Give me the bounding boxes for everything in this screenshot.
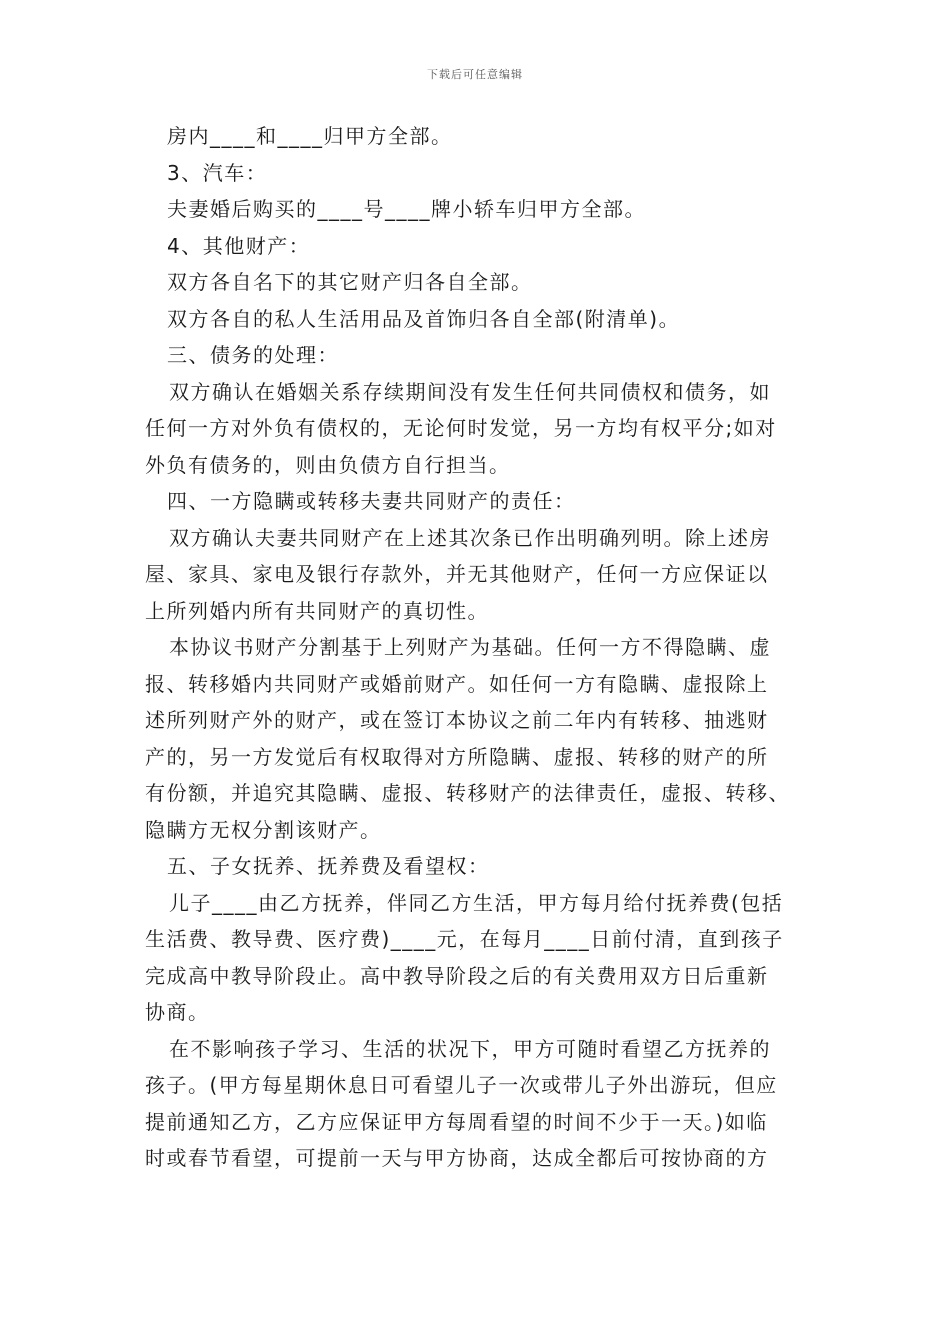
paragraph-line: 夫妻婚后购买的____号____牌小轿车归甲方全部。 bbox=[167, 197, 646, 221]
paragraph-line: 房内____和____归甲方全部。 bbox=[167, 124, 453, 148]
paragraph-line: 述所列财产外的财产，或在签订本协议之前二年内有转移、抽逃财 bbox=[145, 708, 769, 732]
paragraph-line: 隐瞒方无权分割该财产。 bbox=[145, 817, 382, 842]
paragraph-line: 提前通知乙方，乙方应保证甲方每周看望的时间不少于一天。)如临 bbox=[145, 1109, 768, 1134]
paragraph-line: 上所列婚内所有共同财产的真切性。 bbox=[145, 598, 489, 623]
section-heading: 四、一方隐瞒或转移夫妻共同财产的责任： bbox=[167, 489, 576, 513]
paragraph-line: 双方各自名下的其它财产归各自全部。 bbox=[167, 270, 533, 294]
page-header: 下载后可任意编辑 bbox=[427, 68, 523, 81]
paragraph-line: 屋、家具、家电及银行存款外，并无其他财产，任何一方应保证以 bbox=[145, 562, 769, 586]
paragraph-line: 3、汽车： bbox=[167, 160, 268, 185]
section-heading: 三、债务的处理： bbox=[167, 343, 339, 367]
paragraph-line: 孩子。(甲方每星期休息日可看望儿子一次或带儿子外出游玩，但应 bbox=[145, 1073, 778, 1097]
paragraph-line: 双方各自的私人生活用品及首饰归各自全部(附清单)。 bbox=[167, 306, 681, 331]
paragraph-line: 外负有债务的，则由负债方自行担当。 bbox=[145, 452, 511, 477]
paragraph-line: 完成高中教导阶段止。高中教导阶段之后的有关费用双方日后重新 bbox=[145, 963, 769, 988]
paragraph-line: 本协议书财产分割基于上列财产为基础。任何一方不得隐瞒、虚 bbox=[169, 635, 771, 659]
paragraph-line: 生活费、教导费、医疗费)____元，在每月____日前付清，直到孩子 bbox=[145, 927, 784, 951]
paragraph-line: 4、其他财产： bbox=[167, 233, 311, 258]
document-body bbox=[145, 118, 825, 1177]
paragraph-line: 双方确认夫妻共同财产在上述其次条已作出明确列明。除上述房 bbox=[169, 525, 771, 550]
section-heading: 五、子女抚养、抚养费及看望权： bbox=[167, 854, 490, 878]
paragraph-line: 有份额，并追究其隐瞒、虚报、转移财产的法律责任，虚报、转移、 bbox=[145, 781, 790, 805]
paragraph-line: 任何一方对外负有债权的，无论何时发觉，另一方均有权平分;如对 bbox=[145, 416, 777, 440]
paragraph-line: 双方确认在婚姻关系存续期间没有发生任何共同债权和债务，如 bbox=[169, 379, 771, 404]
paragraph-line: 时或春节看望，可提前一天与甲方协商，达成全都后可按协商的方 bbox=[145, 1146, 769, 1170]
paragraph-line: 在不影响孩子学习、生活的状况下，甲方可随时看望乙方抚养的 bbox=[169, 1036, 771, 1061]
paragraph-line: 协商。 bbox=[145, 1000, 210, 1024]
paragraph-line: 报、转移婚内共同财产或婚前财产。如任何一方有隐瞒、虚报除上 bbox=[145, 671, 769, 696]
paragraph-line: 产的，另一方发觉后有权取得对方所隐瞒、虚报、转移的财产的所 bbox=[145, 744, 769, 769]
paragraph-line: 儿子____由乙方抚养，伴同乙方生活，甲方每月给付抚养费(包括 bbox=[169, 890, 784, 915]
